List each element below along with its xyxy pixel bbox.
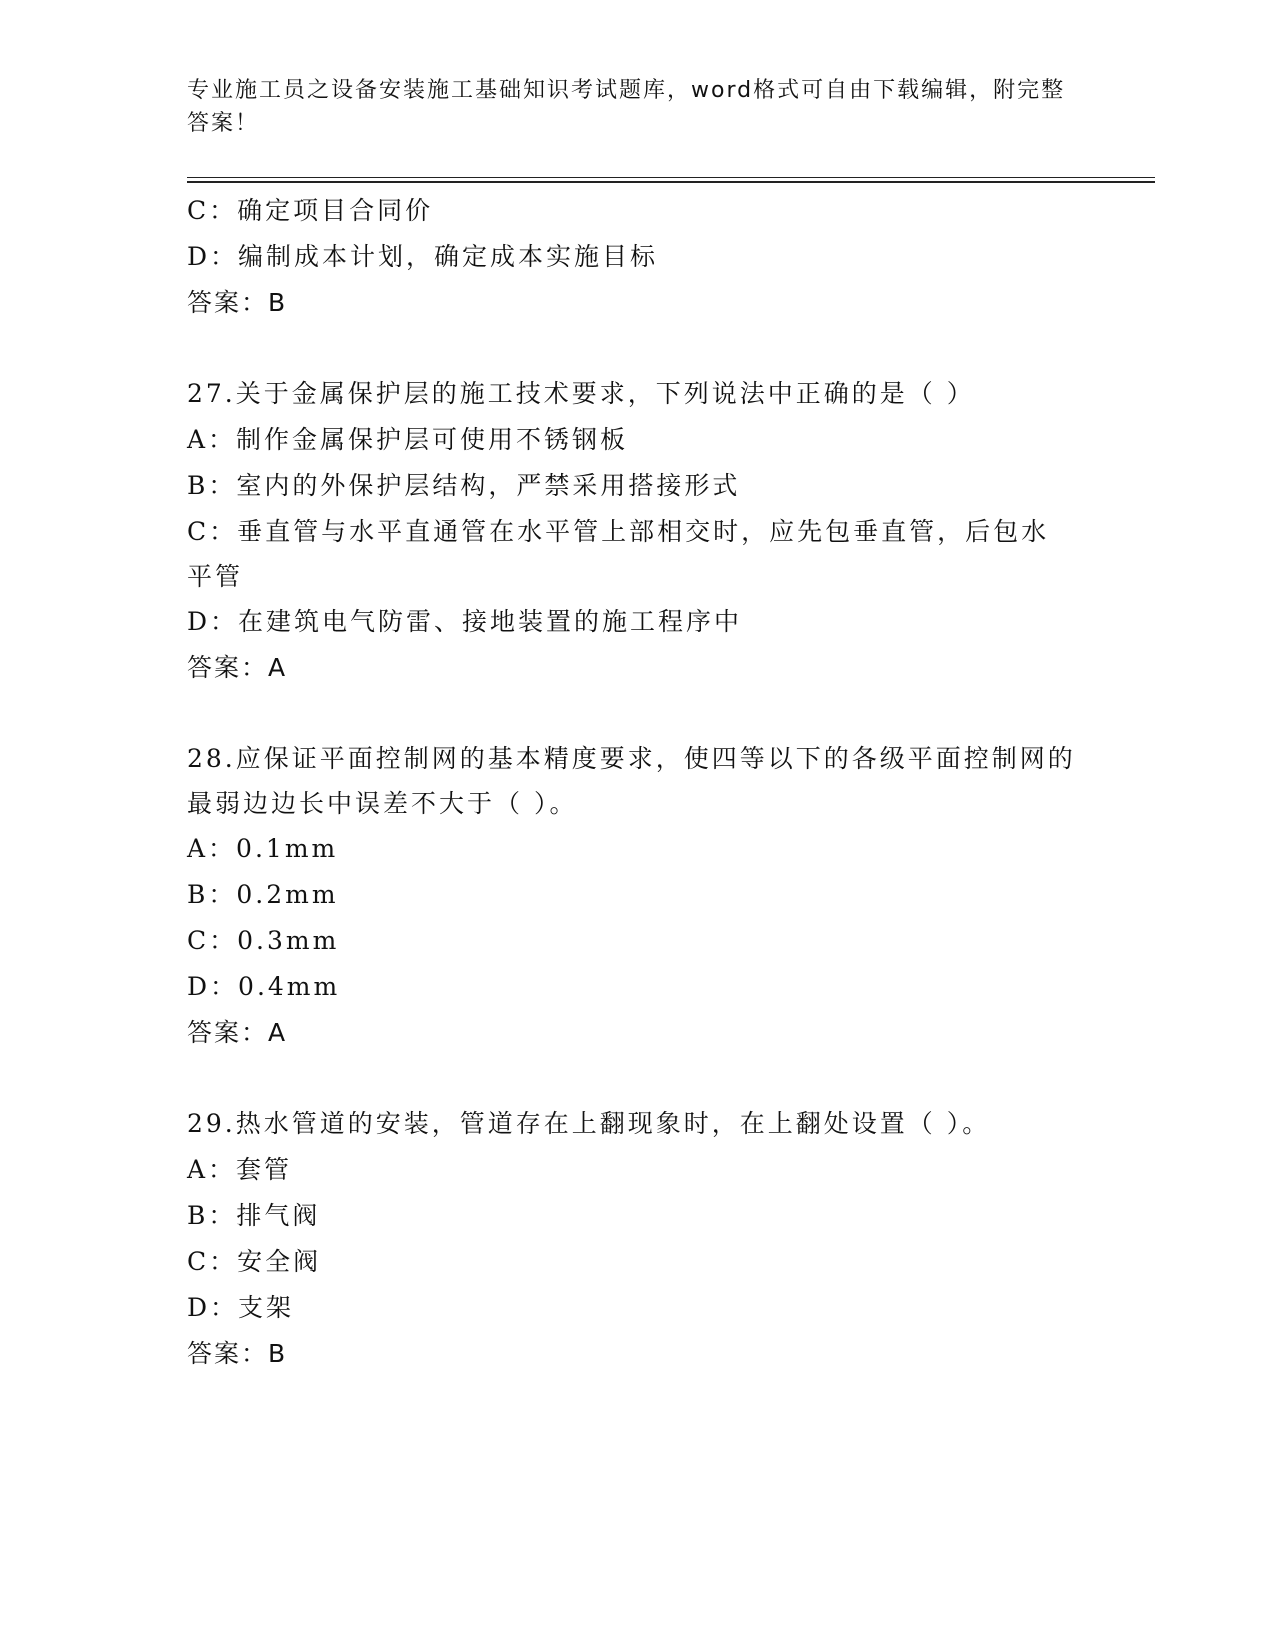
answer: 答案：A xyxy=(187,653,288,682)
option: D：在建筑电气防雷、接地装置的施工程序中 xyxy=(187,607,743,636)
answer: 答案：B xyxy=(187,1339,288,1368)
option: D：支架 xyxy=(187,1293,295,1322)
document-header: 专业施工员之设备安装施工基础知识考试题库，word格式可自由下载编辑，附完整答案！ xyxy=(187,78,1066,136)
option: A：套管 xyxy=(187,1155,293,1184)
question-28 xyxy=(187,736,1087,1056)
option: A：0.1mm xyxy=(187,834,339,863)
previous-question-tail xyxy=(187,188,1087,326)
option: C：安全阀 xyxy=(187,1247,322,1276)
option: C：确定项目合同价 xyxy=(187,196,434,225)
question-text: 29.热水管道的安装，管道存在上翻现象时，在上翻处设置（ ）。 xyxy=(187,1109,991,1138)
option: B：排气阀 xyxy=(187,1201,321,1230)
answer: 答案：B xyxy=(187,288,288,317)
answer: 答案：A xyxy=(187,1018,288,1047)
option: D：编制成本计划，确定成本实施目标 xyxy=(187,242,659,271)
question-text: 27.关于金属保护层的施工技术要求，下列说法中正确的是（ ） xyxy=(187,379,975,408)
option: C：0.3mm xyxy=(187,926,340,955)
option: A：制作金属保护层可使用不锈钢板 xyxy=(187,425,629,454)
option: D：0.4mm xyxy=(187,972,341,1001)
document-body xyxy=(187,188,1087,1377)
question-29 xyxy=(187,1101,1087,1377)
header-divider-bottom xyxy=(187,181,1155,183)
question-text: 28.应保证平面控制网的基本精度要求，使四等以下的各级平面控制网的最弱边边长中误差不大于（ ）。 xyxy=(187,744,1076,818)
option: C：垂直管与水平直通管在水平管上部相交时，应先包垂直管，后包水平管 xyxy=(187,517,1050,591)
question-27 xyxy=(187,371,1087,691)
option: B：0.2mm xyxy=(187,880,339,909)
option: B：室内的外保护层结构，严禁采用搭接形式 xyxy=(187,471,741,500)
header-divider-top xyxy=(187,177,1155,178)
